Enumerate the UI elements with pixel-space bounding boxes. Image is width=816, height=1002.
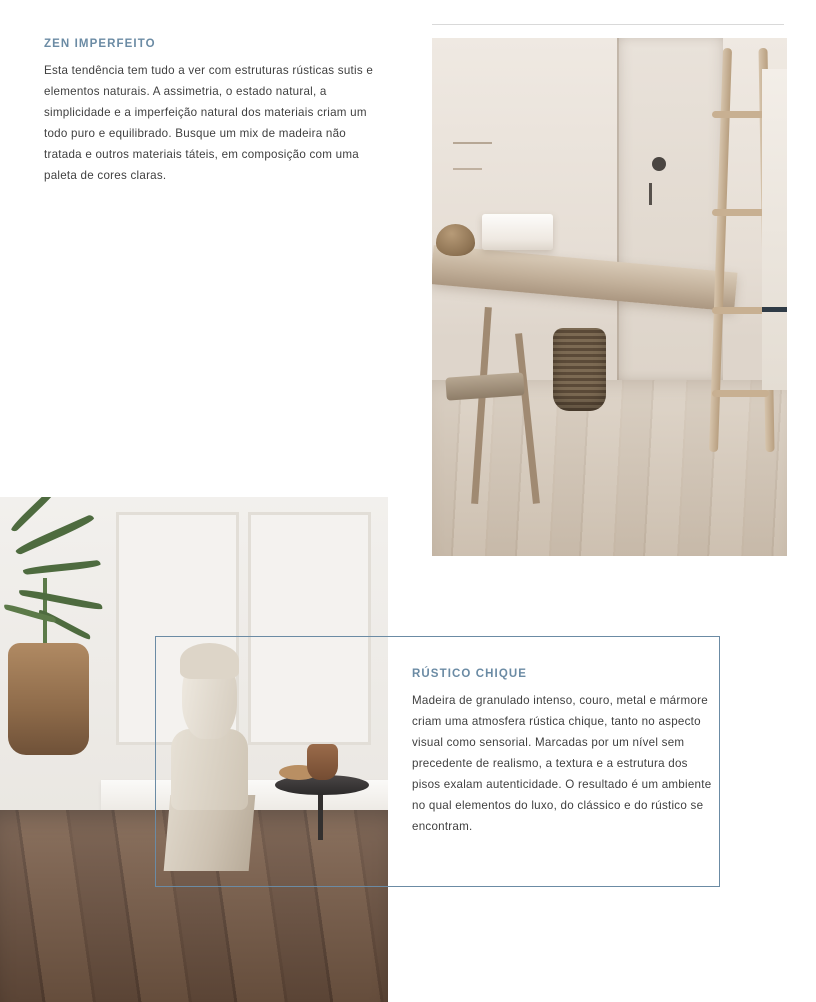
interior-photo <box>0 497 388 1002</box>
bathroom-woven-basket <box>553 328 606 411</box>
bathroom-niche <box>617 38 724 380</box>
bust-torso <box>171 729 249 810</box>
section-body-rustico-text: Madeira de granulado intenso, couro, metal e mármore criam uma atmosfera rústica chique, tanto no aspecto visual como sensorial. Marcadas por um nível sem precedente de realismo, a textura e a estrutura dos pisos exalam autenticidade. O resultado é um ambiente no qual elementos do luxo, do clássico e do rústico se encontram. <box>412 694 712 833</box>
section-body-zen <box>44 60 384 186</box>
bathroom-vessel-sink <box>482 214 553 250</box>
bathroom-wooden-bowl <box>436 224 475 255</box>
bathroom-shower-arm <box>649 183 652 205</box>
bathroom-photo <box>432 38 787 556</box>
decor-vase <box>307 744 338 779</box>
section-title-zen: ZEN IMPERFEITO <box>44 38 156 50</box>
bust-hair <box>180 643 238 678</box>
section-zen-imperfeito <box>44 38 384 186</box>
section-title-rustico: RÚSTICO CHIQUE <box>412 668 528 680</box>
wooden-planter <box>8 643 89 754</box>
section-body-zen-text: Esta tendência tem tudo a ver com estruturas rústicas sutis e elementos naturais. A assimetria, o estado natural, a simplicidade e a imperfeição natural dos materiais criam um todo puro e equilibrado. Busque um mix de madeira não tratada e outros materiais táteis, em composição com uma paleta de cores claras. <box>44 64 374 182</box>
section-body-rustico <box>412 690 712 837</box>
bathroom-ladder-rung <box>712 111 769 118</box>
bathroom-towel <box>762 69 787 390</box>
bathroom-niche-edge <box>617 38 619 380</box>
bathroom-ladder-rung <box>712 307 769 314</box>
side-table-leg <box>318 790 323 841</box>
section-rustico-chique <box>412 668 712 837</box>
bathroom-floor-sheen <box>432 380 787 556</box>
bathroom-ladder-rung <box>712 209 769 216</box>
bathroom-faucet-handle <box>453 168 481 170</box>
bathroom-faucet-spout <box>453 142 492 144</box>
bathroom-ladder-rung <box>712 390 769 397</box>
header-divider <box>432 24 784 25</box>
bathroom-towel-stripe <box>762 307 787 312</box>
interior-wall-panel <box>248 512 370 745</box>
